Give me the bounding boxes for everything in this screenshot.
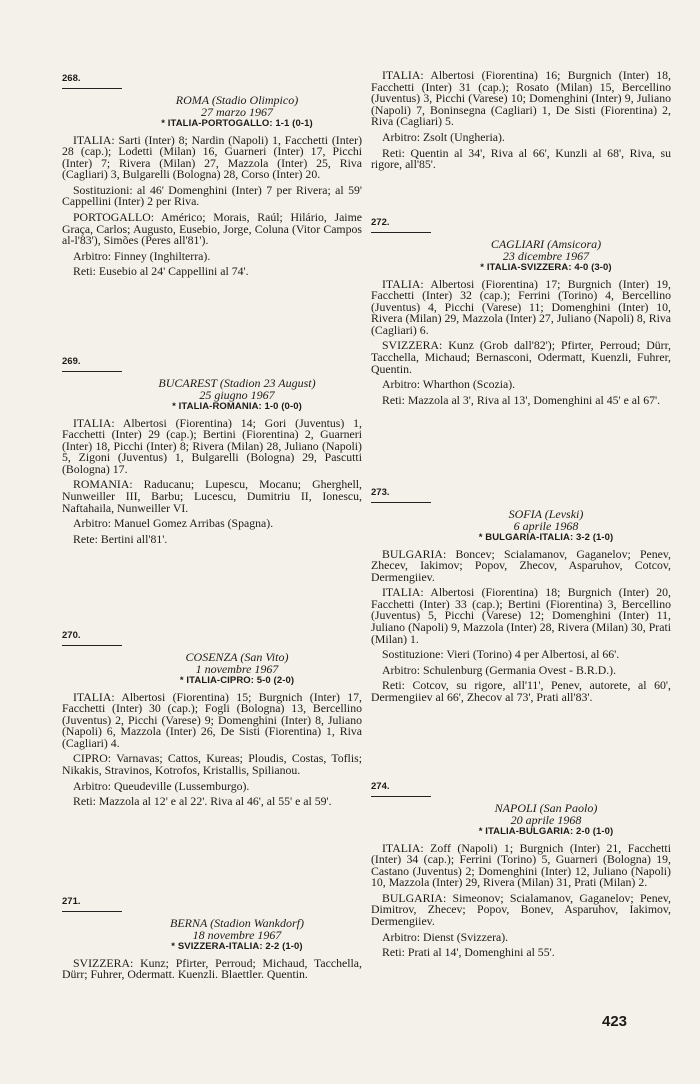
- goals: Reti: Mazzola al 12' e al 22'. Riva al 46', al 55' e al 59'.: [73, 794, 332, 809]
- referee: Arbitro: Manuel Gomez Arribas (Spagna).: [73, 516, 274, 531]
- divider: [62, 911, 122, 912]
- match-number: 268.: [62, 73, 81, 84]
- referee: Arbitro: Dienst (Svizzera).: [382, 929, 509, 944]
- lineup-italia: ITALIA: Albertosi (Fiorentina) 16; Burgnich (Inter) 18, Facchetti (Inter) 31 (cap.); Rosato (Milan) 15, Bercellino (Juventus) 3, Picchi (Varese) 10; Domenghini (Inter) 9, Juliano (Napoli) 7, Boninsegna (Cagliari) 1, De Sisti (Fiorentina) 2, Riva (Cagliari) 5.: [371, 68, 671, 129]
- match-date: 18 novembre 1967: [192, 927, 282, 942]
- match-268: [62, 72, 362, 278]
- divider: [62, 88, 122, 89]
- lineup-bulgaria: BULGARIA: Simeonov; Scialamanov, Gaganelov; Penev, Dimitrov, Zhecev; Popov, Bonev, Asparuhov, Iakimov, Dermengiiev.: [371, 890, 671, 929]
- substitutions: Sostituzione: Vieri (Torino) 4 per Albertosi, al 66'.: [382, 647, 620, 662]
- match-number: 269.: [62, 356, 81, 367]
- match-date: 25 giugno 1967: [199, 387, 275, 402]
- referee: Arbitro: Schulenburg (Germania Ovest - B.R.D.).: [382, 662, 617, 677]
- referee: Arbitro: Wharthon (Scozia).: [382, 377, 516, 392]
- match-result: * ITALIA-ROMANIA: 1-0 (0-0): [172, 401, 302, 412]
- goals: Reti: Prati al 14', Domenghini al 55'.: [382, 945, 555, 960]
- match-271: [62, 895, 362, 981]
- referee: Arbitro: Queudeville (Lussemburgo).: [73, 778, 250, 793]
- match-date: 6 aprile 1968: [513, 518, 579, 533]
- match-result: * SVIZZERA-ITALIA: 2-2 (1-0): [171, 941, 303, 952]
- lineup-portogallo: PORTOGALLO: Américo; Morais, Raúl; Hilário, Jaime Graça, Carlos; Augusto, Eusebio, Jorge, Coluna (Vitor Campos al-l'83'), Simões (Peres all'81').: [62, 210, 362, 248]
- match-272: [371, 216, 671, 406]
- referee: Arbitro: Finney (Inghilterra).: [73, 248, 211, 263]
- match-number: 274.: [371, 781, 390, 792]
- match-venue: SOFIA (Levski): [508, 507, 584, 521]
- lineup-italia: ITALIA: Albertosi (Fiorentina) 18; Burgnich (Inter) 20, Facchetti (Inter) 33 (cap.); Bertini (Fiorentina) 3, Bercellino (Juventus) 5, Picchi (Varese) 12; Domenghini (Inter) 11, Juliano (Napoli) 9, Mazzola (Inter) 28, Rivera (Milan) 30, Prati (Milan) 1.: [371, 585, 671, 646]
- match-venue: COSENZA (San Vito): [185, 650, 289, 664]
- divider: [62, 645, 122, 646]
- match-date: 23 dicembre 1967: [502, 248, 590, 263]
- match-result: * BULGARIA-ITALIA: 3-2 (1-0): [478, 532, 614, 543]
- match-venue: CAGLIARI (Amsicora): [490, 237, 602, 251]
- match-number: 272.: [371, 217, 390, 228]
- divider: [371, 232, 431, 233]
- match-269: [62, 355, 362, 545]
- match-venue: NAPOLI (San Paolo): [494, 801, 598, 815]
- goals: Rete: Bertini all'81'.: [73, 531, 168, 546]
- match-result: * ITALIA-PORTOGALLO: 1-1 (0-1): [161, 118, 313, 129]
- lineup-italia: ITALIA: Albertosi (Fiorentina) 15; Burgnich (Inter) 17, Facchetti (Inter) 30 (cap.); Fogli (Bologna) 13, Bercellino (Juventus) 2, Picchi (Varese) 9; Domenghini (Inter) 8, Juliano (Napoli) 6, Mazzola (Inter) 26, De Sisti (Fiorentina) 1, Riva (Cagliari) 4.: [62, 689, 362, 750]
- divider: [371, 502, 431, 503]
- page-number: 423: [602, 1013, 628, 1030]
- divider: [62, 371, 122, 372]
- match-274: [371, 780, 671, 959]
- lineup-italia: ITALIA: Albertosi (Fiorentina) 14; Gori (Juventus) 1, Facchetti (Inter) 29 (cap.); Bertini (Fiorentina) 2, Guarneri (Inter) 18, Picchi (Inter) 8; Rivera (Milan) 28, Juliano (Napoli) 5, Zigoni (Juventus) 1, Bulgarelli (Bologna) 29, Pascutti (Bologna) 17.: [62, 415, 362, 476]
- match-venue: ROMA (Stadio Olimpico): [175, 93, 299, 107]
- lineup-romania: ROMANIA: Raducanu; Lupescu, Mocanu; Gherghell, Nunweiller III, Barbu; Lucescu, Dumitriu II, Ionescu, Naftahaila, Nunweiller VI.: [62, 477, 362, 515]
- lineup-svizzera: SVIZZERA: Kunz; Pfirter, Perroud; Michaud, Tacchella, Dürr; Fuhrer, Odermatt. Kuenzli. Blaettler. Quentin.: [62, 955, 362, 982]
- match-number: 270.: [62, 630, 81, 641]
- lineup-italia: ITALIA: Albertosi (Fiorentina) 17; Burgnich (Inter) 19, Facchetti (Inter) 32 (cap.); Ferrini (Torino) 4, Bercellino (Juventus) 4, Picchi (Varese) 11; Domenghini (Inter) 10, Rivera (Milan) 29, Mazzola (Inter) 27, Juliano (Napoli) 8, Riva (Cagliari) 6.: [371, 276, 671, 337]
- match-result: * ITALIA-BULGARIA: 2-0 (1-0): [478, 826, 614, 837]
- substitutions: Sostituzioni: al 46' Domenghini (Inter) 7 per Rivera; al 59' Cappellini (Inter) 2 per Riva.: [62, 182, 362, 209]
- match-venue: BERNA (Stadion Wankdorf): [170, 916, 304, 930]
- match-venue: BUCAREST (Stadion 23 August): [158, 376, 316, 390]
- lineup-svizzera: SVIZZERA: Kunz (Grob dall'82'); Pfirter, Perroud; Dürr, Tacchella, Michaud; Bernasconi, Odermatt, Kuenzli, Fuhrer, Quentin.: [371, 338, 671, 376]
- lineup-italia: ITALIA: Sarti (Inter) 8; Nardin (Napoli) 1, Facchetti (Inter) 28 (cap.); Lodetti (Milan) 16, Guarneri (Inter) 17, Picchi (Inter) 7; Rivera (Milan) 27, Mazzola (Inter) 25, Riva (Cagliari) 3, Bulgarelli (Bologna) 28, Corso (Inter) 20.: [62, 132, 362, 182]
- lineup-italia: ITALIA: Zoff (Napoli) 1; Burgnich (Inter) 21, Facchetti (Inter) 34 (cap.); Ferrini (Torino) 5, Guarneri (Bologna) 19, Castano (Juventus) 2; Domenghini (Inter) 12, Juliano (Napoli) 10, Mazzola (Inter) 29, Rivera (Milan) 31, Prati (Milan) 2.: [371, 840, 671, 890]
- match-result: * ITALIA-SVIZZERA: 4-0 (3-0): [480, 262, 612, 273]
- goals: Reti: Eusebio al 24' Cappellini al 74'.: [73, 264, 249, 279]
- match-271-continued: [371, 70, 671, 171]
- match-number: 273.: [371, 487, 390, 498]
- match-date: 27 marzo 1967: [200, 104, 273, 119]
- divider: [371, 796, 431, 797]
- goals: Reti: Cotcov, su rigore, all'11', Penev, autorete, al 60', Dermengiiev al 66', Zhecov al 73', Prati all'83'.: [371, 678, 671, 705]
- goals: Reti: Quentin al 34', Riva al 66', Kunzli al 68', Riva, su rigore, all'85'.: [371, 145, 671, 172]
- match-date: 20 aprile 1968: [510, 812, 582, 827]
- match-273: [371, 486, 671, 704]
- goals: Reti: Mazzola al 3', Riva al 13', Domenghini al 45' e al 67'.: [382, 392, 661, 407]
- lineup-cipro: CIPRO: Varnavas; Cattos, Kureas; Ploudis, Costas, Toflis; Nikakis, Stravinos, Kotrofos, Kristallis, Spilianou.: [62, 751, 362, 778]
- match-number: 271.: [62, 896, 81, 907]
- match-date: 1 novembre 1967: [195, 661, 279, 676]
- lineup-bulgaria: BULGARIA: Boncev; Scialamanov, Gaganelov; Penev, Zhecev, Iakimov; Popov, Zhecov, Asparuhov, Cotcov, Dermengiiev.: [371, 546, 671, 584]
- match-270: [62, 629, 362, 808]
- referee: Arbitro: Zsolt (Ungheria).: [382, 129, 505, 144]
- match-result: * ITALIA-CIPRO: 5-0 (2-0): [179, 675, 295, 686]
